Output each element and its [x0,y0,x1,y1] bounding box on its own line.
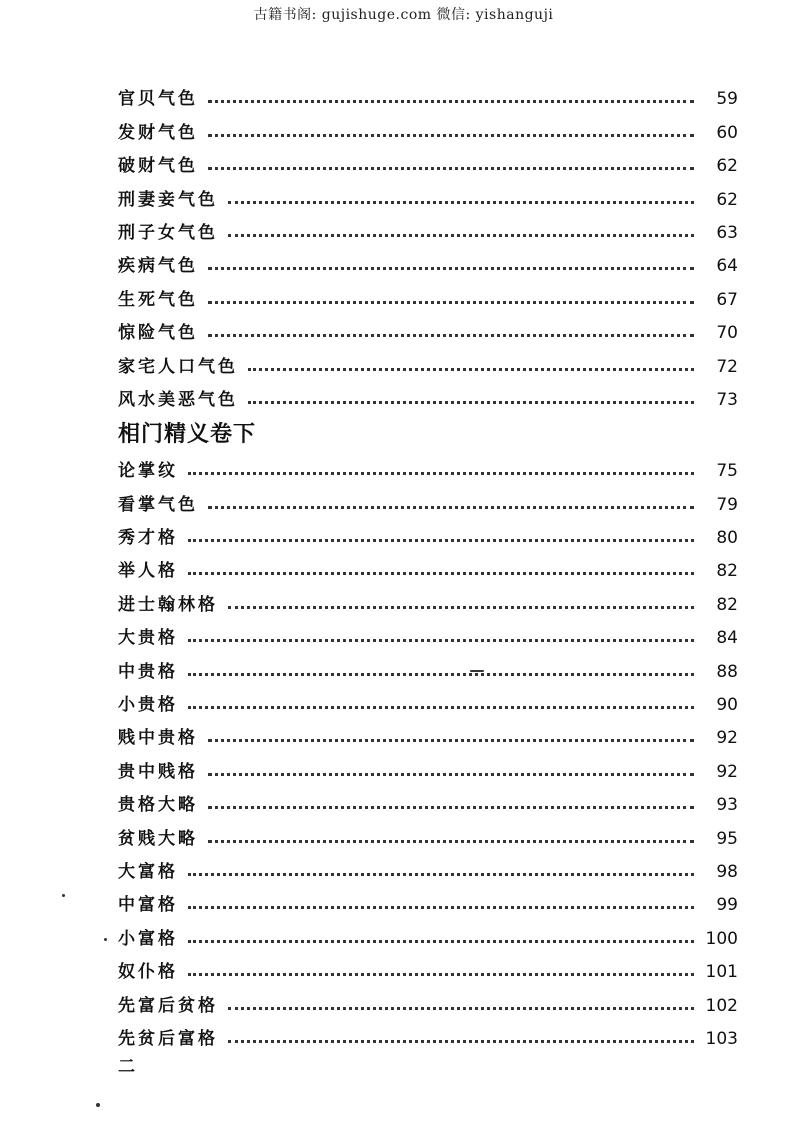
toc-entry [118,310,738,343]
leader-dots [208,334,694,337]
toc-entry-page: 73 [716,389,738,410]
leader-dots [228,234,694,237]
toc-entry-title: 看掌气色 [118,494,198,515]
leader-dots [188,539,694,542]
toc-entry-page: 84 [716,628,738,649]
leader-dots [208,167,694,170]
leader-dots [208,134,694,137]
leader-dots [188,639,694,642]
leader-dots [248,368,694,371]
toc-entry-title: 中富格 [118,895,178,916]
leader-dots [208,773,694,776]
toc-entry-page: 98 [716,861,738,882]
scan-speck [96,1103,100,1107]
toc-entry [118,849,738,882]
leader-dots [208,301,694,304]
leader-dots [188,673,694,676]
scan-speck [104,938,107,941]
toc-entry [118,882,738,915]
toc-entry-page: 100 [705,928,738,949]
toc-entry-page: 103 [705,1028,738,1049]
toc-entry-title: 先贫后富格 [118,1028,218,1049]
toc-entry [118,682,738,715]
scan-speck [470,670,484,672]
toc-entry [118,615,738,648]
toc-entry-page: 62 [716,156,738,177]
toc-entry-title: 中贵格 [118,661,178,682]
leader-dots [248,401,694,404]
toc-entry [118,243,738,276]
toc-entry-page: 64 [716,256,738,277]
toc-entry-title: 贫贱大略 [118,828,198,849]
leader-dots [188,940,694,943]
leader-dots [188,572,694,575]
toc-entry-title: 进士翰林格 [118,594,218,615]
toc-entry-page: 101 [705,962,738,983]
toc-entry-page: 93 [716,795,738,816]
toc-entry-title: 疾病气色 [118,256,198,277]
toc-entry [118,915,738,948]
toc-entry-title: 风水美恶气色 [118,389,238,410]
toc-entry-page: 102 [705,995,738,1016]
toc-entry-page: 67 [716,289,738,310]
toc-entry [118,210,738,243]
toc-entry-title: 官贝气色 [118,89,198,110]
toc-entry-page: 60 [716,122,738,143]
toc-entry-title: 贱中贵格 [118,728,198,749]
leader-dots [188,973,694,976]
toc-entry [118,276,738,309]
leader-dots [188,706,694,709]
toc-entry-page: 99 [716,895,738,916]
toc-entry-page: 75 [716,461,738,482]
toc-entry-page: 82 [716,561,738,582]
toc-entry-page: 90 [716,695,738,716]
leader-dots [208,267,694,270]
toc-entry [118,481,738,514]
leader-dots [188,472,694,475]
toc-entry [118,176,738,209]
toc-entry-title: 先富后贫格 [118,995,218,1016]
toc-entry-page: 62 [716,189,738,210]
toc-entry [118,515,738,548]
toc-entry-page: 59 [716,89,738,110]
leader-dots [208,506,694,509]
toc-entry [118,715,738,748]
toc-entry-page: 92 [716,761,738,782]
toc-entry-page: 80 [716,528,738,549]
toc-entry-title: 家宅人口气色 [118,356,238,377]
leader-dots [188,873,694,876]
leader-dots [228,1040,694,1043]
leader-dots [228,201,694,204]
toc-entry-page: 63 [716,222,738,243]
table-of-contents [118,76,738,1049]
toc-entry-title: 小贵格 [118,695,178,716]
toc-entry-title: 秀才格 [118,528,178,549]
toc-entry [118,581,738,614]
toc-entry [118,448,738,481]
scan-speck [62,894,65,897]
toc-entry-title: 刑子女气色 [118,222,218,243]
leader-dots [208,806,694,809]
toc-entry-title: 大贵格 [118,628,178,649]
page-number: 二 [118,1057,135,1077]
toc-entry [118,815,738,848]
toc-entry-title: 大富格 [118,861,178,882]
toc-entry [118,76,738,109]
toc-entry-page: 79 [716,494,738,515]
toc-entry [118,377,738,410]
toc-entry-title: 破财气色 [118,156,198,177]
watermark-text: 古籍书阁: gujishuge.com 微信: yishanguji [253,7,554,23]
leader-dots [228,1007,694,1010]
leader-dots [208,739,694,742]
toc-entry-page: 88 [716,661,738,682]
leader-dots [208,840,694,843]
toc-entry-title: 贵中贱格 [118,761,198,782]
toc-entry [118,648,738,681]
leader-dots [188,906,694,909]
toc-entry [118,949,738,982]
toc-entry-page: 82 [716,594,738,615]
toc-entry-title: 惊险气色 [118,323,198,344]
toc-entry-page: 70 [716,323,738,344]
toc-entry-title: 刑妻妾气色 [118,189,218,210]
section-heading: 相门精义卷下 [118,421,257,447]
toc-entry [118,548,738,581]
toc-entry-page: 72 [716,356,738,377]
leader-dots [208,100,694,103]
toc-entry [118,1016,738,1049]
toc-entry [118,143,738,176]
toc-entry [118,782,738,815]
toc-entry [118,343,738,376]
toc-entry [118,748,738,781]
toc-entry-title: 论掌纹 [118,461,178,482]
toc-entry-page: 95 [716,828,738,849]
toc-entry [118,982,738,1015]
toc-entry-title: 小富格 [118,928,178,949]
toc-entry-page: 92 [716,728,738,749]
toc-entry-title: 贵格大略 [118,795,198,816]
toc-entry-title: 奴仆格 [118,962,178,983]
toc-entry-title: 举人格 [118,561,178,582]
toc-entry-title: 生死气色 [118,289,198,310]
leader-dots [228,606,694,609]
toc-entry [118,109,738,142]
toc-entry-title: 发财气色 [118,122,198,143]
